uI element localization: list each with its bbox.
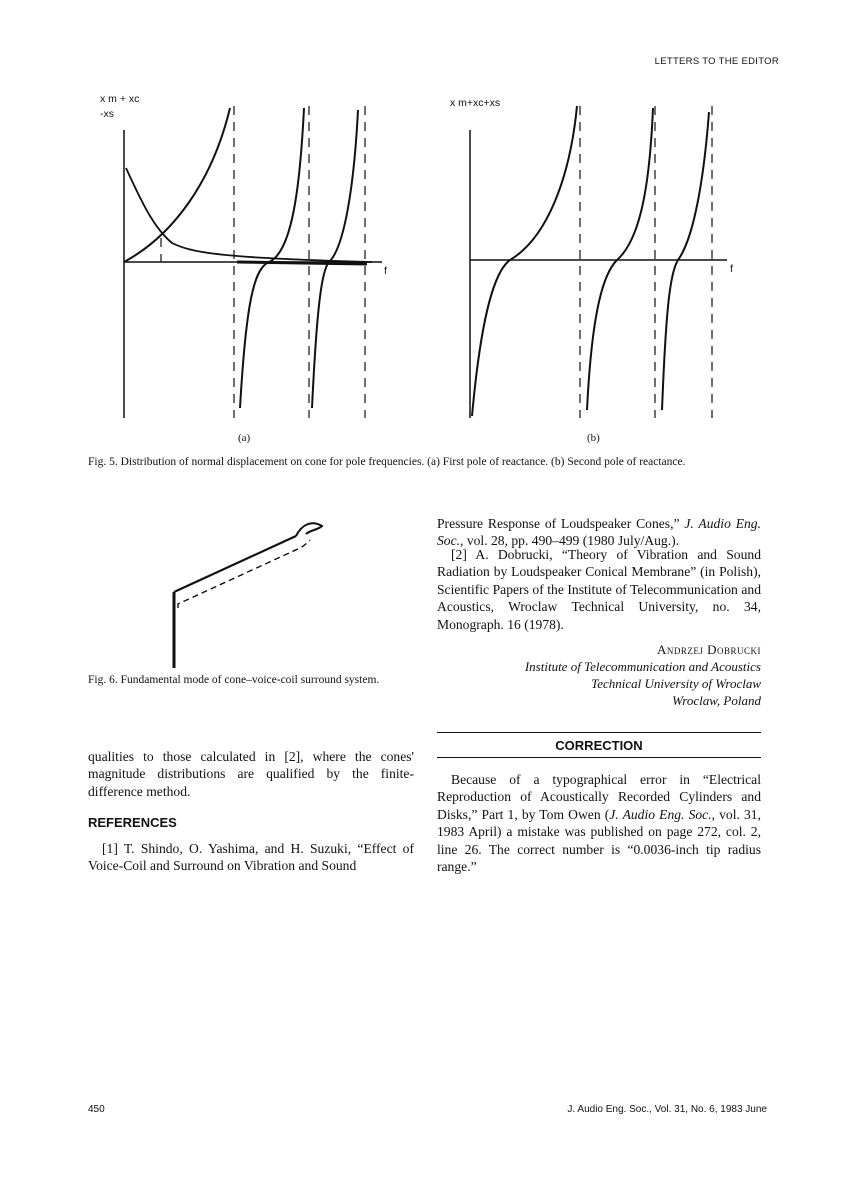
page-number: 450 [88, 1104, 105, 1115]
reference-1-continued: Pressure Response of Loudspeaker Cones,” J. Audio Eng. Soc., vol. 28, pp. 490–499 (1980 July/Aug.). [437, 516, 762, 549]
figure-6-mode-shape [178, 540, 310, 608]
correction-rule-bottom [437, 757, 761, 758]
panel-a-ylabel-line2: -xs [100, 108, 114, 120]
figure-6-cone [174, 536, 296, 592]
author-name: Andrzej Dobrucki [656, 642, 761, 657]
signature-block [421, 641, 761, 709]
panel-b-xlabel: f [730, 263, 733, 275]
running-head: LETTERS TO THE EDITOR [654, 56, 779, 67]
left-body-paragraph: qualities to those calculated in [2], where the cones' magnitude distributions are qualified by the finite-difference method. [88, 749, 414, 799]
panel-b-tag: (b) [587, 432, 600, 444]
figure-5-caption: Fig. 5. Distribution of normal displacement on cone for pole frequencies. (a) First pole of reactance. (b) Second pole of reactance. [88, 456, 686, 468]
reference-1-journal: J. Audio Eng. Soc. [437, 516, 762, 549]
panel-a-branch-3 [312, 110, 358, 408]
panel-b-ylabel: x m+xc+xs [450, 97, 501, 109]
figure-5 [82, 88, 782, 448]
reference-1: [1] T. Shindo, O. Yashima, and H. Suzuki, “Effect of Voice-Coil and Surround on Vibration and Sound [88, 841, 414, 874]
reference-2: [2] A. Dobrucki, “Theory of Vibration and Sound Radiation by Loudspeaker Conical Membrane” (in Polish), Scientific Papers of the Institute of Telecommunication and Acoustics, Wroclaw Technical University, no. 34, Monograph. 16 (1978). [437, 547, 761, 632]
figure-6 [162, 518, 332, 672]
correction-paragraph: Because of a typographical error in “Electrical Reproduction of Acoustically Recorded Cylinders and Disks,” Part 1, by Tom Owen (J. Audio Eng. Soc., vol. 31, 1983 April) a mistake was published on page 272, col. 2, line 26. The correct number is “0.0036-inch tip radius range.” [437, 772, 761, 875]
figure-6-surround [296, 523, 322, 536]
correction-heading: CORRECTION [555, 738, 643, 753]
panel-a-tag: (a) [238, 432, 251, 444]
panel-a-branch-1 [124, 108, 230, 262]
figure-6-caption: Fig. 6. Fundamental mode of cone–voice-coil surround system. [88, 674, 380, 686]
panel-b-branch-3 [662, 112, 709, 410]
correction-rule-top [437, 732, 761, 733]
panel-a-xlabel: f [384, 265, 387, 277]
affiliation-line-1: Institute of Telecommunication and Acoustics [524, 659, 761, 674]
affiliation-line-3: Wroclaw, Poland [672, 693, 761, 708]
correction-journal: J. Audio Eng. Soc. [609, 806, 712, 822]
panel-a-ylabel-line1: x m + xc [100, 93, 140, 105]
footer-citation: J. Audio Eng. Soc., Vol. 31, No. 6, 1983 June [567, 1104, 767, 1115]
panel-b-branch-1 [472, 106, 577, 416]
references-heading: REFERENCES [88, 815, 177, 830]
panel-b-branch-2 [587, 108, 653, 410]
affiliation-line-2: Technical University of Wroclaw [591, 676, 761, 691]
panel-a-decay-curve [126, 168, 372, 262]
panel-a-bold-baseline [237, 262, 367, 264]
